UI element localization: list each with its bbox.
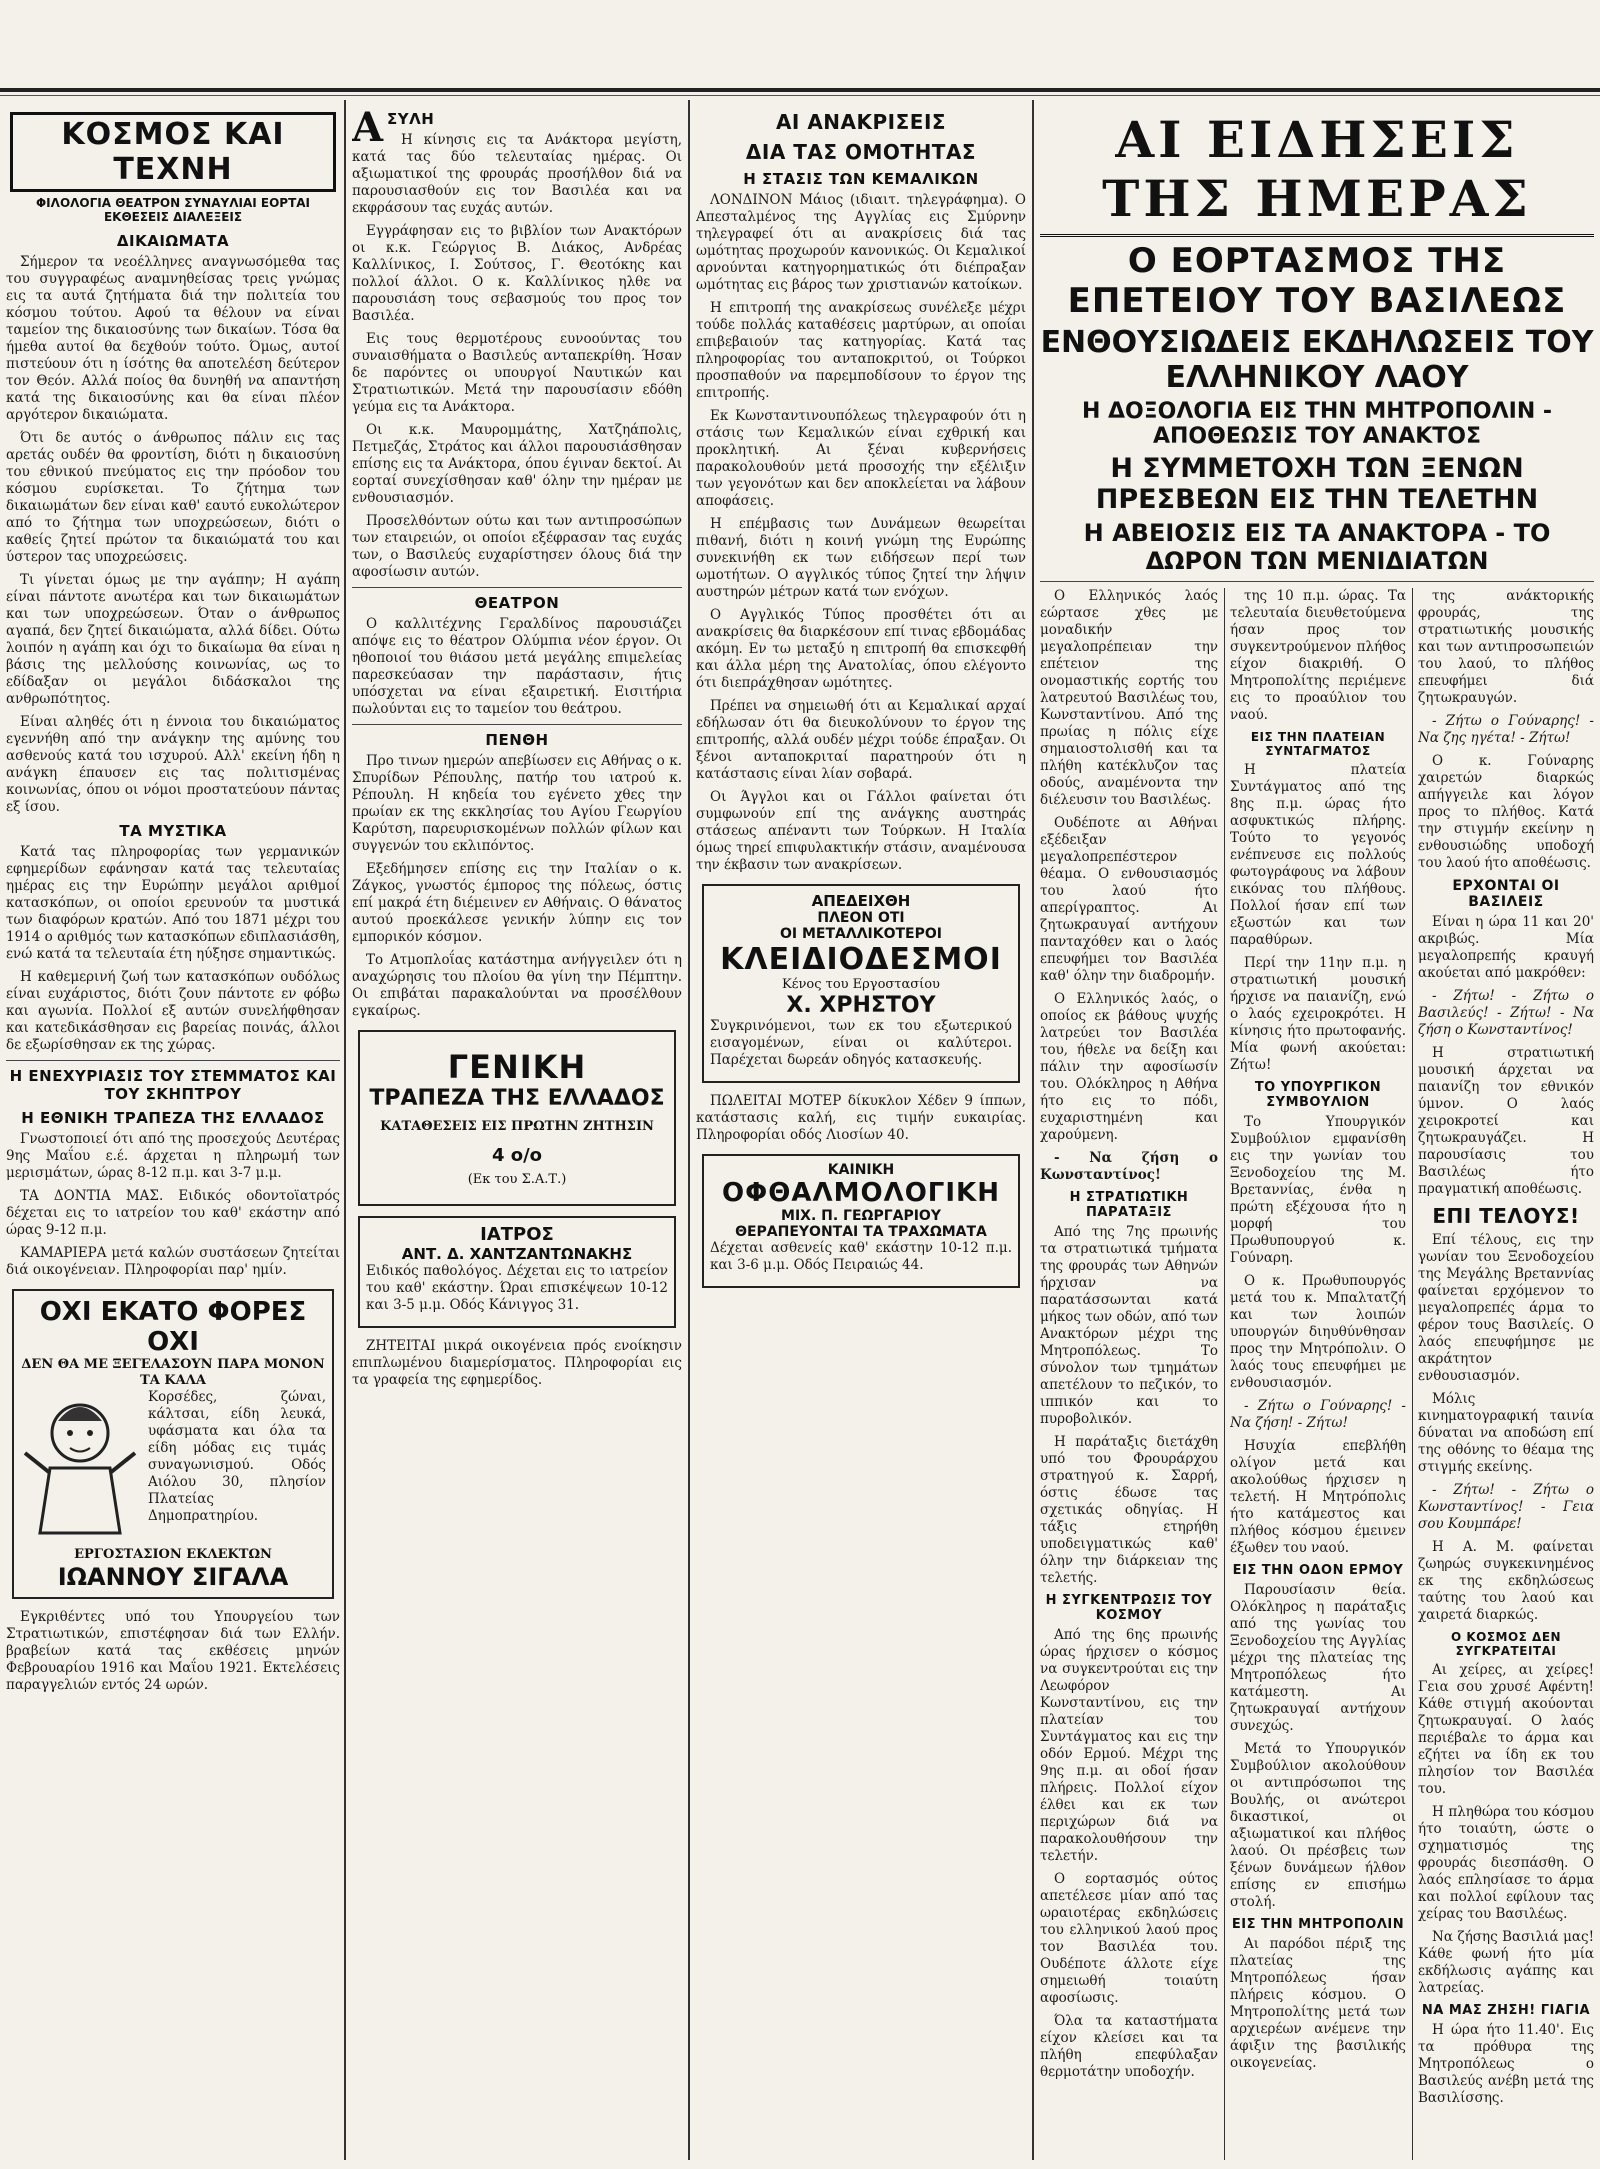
article-subheading: Η ΣΤΑΣΙΣ ΤΩΝ ΚΕΜΑΛΙΚΩΝ — [743, 170, 979, 188]
article-paragraph: Εις τους θερμοτέρους ευνοούντας του συναισθήματα ο Βασιλεύς ανταπεκρίθη. Ήσαν δε παρόντες οι υπουργοί Ναυτικών και Στρατιωτικών. Μετά την παρουσίασιν εδόθη γεύμα εις τα Ανάκτορα. — [352, 331, 682, 415]
article-paragraph: Προσελθόντων ούτω και των αντιπροσώπων των εταιρειών, οι οποίοι εξέφρασαν τας ευχάς των, ο Βασιλεύς ευχαρίστησεν όλους διά την αφοσίωσιν αυτών. — [352, 513, 682, 580]
article-paragraph: ΛΟΝΔΙΝΟΝ Μάιος (ιδιαιτ. τηλεγράφημα). Ο Απεσταλμένος της Αγγλίας εις Σμύρνην τηλεγραφεί ότι αι ανακρίσεις διά τας ωμότητας προχωρούν κανονικώς. Οι Κεμαλικοί αρνούνται κατηγορηματικώς ότι διέπραξαν ωμότητας εις βάρος των χριστιανών κατοίκων. — [696, 192, 1026, 293]
column-divider — [1032, 100, 1034, 2160]
advertisement-sigala — [12, 1289, 334, 1599]
article-paragraph: Πρέπει να σημειωθή ότι αι Κεμαλικαί αρχαί εδήλωσαν ότι θα διευκολύνουν το έργον της επιτροπής, αλλά ουδέν μέχρι τούδε έπραξαν. Οι ξένοι ανταποκριταί παρατηρούν ότι η κατάστασις είναι λίαν σοβαρά. — [696, 698, 1026, 782]
ad-line: Κένος του Εργοστασίου — [782, 977, 940, 992]
article-paragraph: Σήμερον τα νεοέλληνες αναγνωσόμεθα τας του συγγραφέως αναμνηθείσας τρεις γνώμας εις τα αυτά ζητήματα διά την πολιτεία του κόσμου τούτου. Αφού τα θέλουν να είναι ταμείον της δικαιοσύνης των δικαίων. Τόσα θα ήμεθα αυτοί θα δεχθούν τούτο. Όμως, αυτοί πιστεύουν ότι η ίσότης θα αποτελέση δεύτερον τον Θεόν. Αλλά ποίος θα δυνηθή να απαντήση κατά της δικαιοσύνης και θα είναι πλέον αργότερον δικαιώματα. — [6, 254, 340, 423]
ad-name: Χ. ΧΡΗΣΤΟΥ — [786, 993, 936, 1018]
article-paragraph: της ανάκτορικής φρουράς, της στρατιωτικής μουσικής και των αντιπροσωπειών του λαού, το πλήθος επευφήμει διά ζητωκραυγών. — [1418, 588, 1594, 706]
article-paragraph: Η πληθώρα του κόσμου ήτο τοιαύτη, ώστε ο σχηματισμός της φρουράς διεσπάσθη. Ο λαός επλησίασε το άρμα και πολλοί εφίλουν τας χείρας του Βασιλέως. — [1418, 1804, 1594, 1922]
article-paragraph: Η ώρα ήτο 11.40'. Εις τα πρόθυρα της Μητροπόλεως ο Βασιλεύς ανέβη μετά της Βασιλίσσης. — [1418, 2022, 1594, 2106]
article-heading: ΕΠΙ ΤΕΛΟΥΣ! — [1432, 1204, 1580, 1228]
article-heading: Η ΕΝΕΧΥΡΙΑΣΙΣ ΤΟΥ ΣΤΕΜΜΑΤΟΣ ΚΑΙ ΤΟΥ ΣΚΗΠΤΡΟΥ — [9, 1067, 337, 1103]
advertisement-bank — [358, 1030, 676, 1206]
headline-5: Η ΑΒΕΙΟΣΙΣ ΕΙΣ ΤΑ ΑΝΑΚΤΟΡΑ - ΤΟ ΔΩΡΟΝ ΤΩΝ ΜΕΝΙΔΙΑΤΩΝ — [1083, 519, 1551, 575]
article-heading: ΤΟ ΥΠΟΥΡΓΙΚΟΝ ΣΥΜΒΟΥΛΙΟΝ — [1254, 1080, 1382, 1110]
ad-rate: 4 ο/ο — [491, 1145, 543, 1166]
article-paragraph: ΠΩΛΕΙΤΑΙ ΜΟΤΕΡ δίκυκλον Χέδεν 9 ίππων, κατάστασις καλή, εις τιμήν ευκαιρίας. Πληροφορίαι οδός Λιοσίων 40. — [696, 1093, 1026, 1143]
ad-line: ΘΕΡΑΠΕΥΟΝΤΑΙ ΤΑ ΤΡΑΧΩΜΑΤΑ — [735, 1224, 987, 1240]
column-5 — [1230, 588, 1406, 2160]
ad-line: ΚΑΙΝΙΚΗ — [827, 1162, 895, 1178]
article-paragraph: Η στρατιωτική μουσική άρχεται να παιανίζη τον εθνικόν ύμνον. Ο λαός χειροκροτεί και ζητωκραυγάζει. Η παρουσίασις του Βασιλέως ήτο πραγματική αποθέωσις. — [1418, 1045, 1594, 1197]
ad-title: ΟΦΘΑΛΜΟΛΟΓΙΚΗ — [722, 1178, 1000, 1208]
column-2 — [352, 100, 682, 2160]
headline-4: Η ΣΥΜΜΕΤΟΧΗ ΤΩΝ ΞΕΝΩΝ ΠΡΕΣΒΕΩΝ ΕΙΣ ΤΗΝ ΤΕΛΕΤΗΝ — [1095, 453, 1539, 515]
ad-subtitle: ΤΡΑΠΕΖΑ ΤΗΣ ΕΛΛΑΔΟΣ — [369, 1086, 665, 1111]
section-title: ΚΟΣΜΟΣ ΚΑΙ ΤΕΧΝΗ — [10, 112, 336, 192]
article-heading: ΕΙΣ ΤΗΝ ΜΗΤΡΟΠΟΛΙΝ — [1231, 1917, 1405, 1932]
top-rule-thin — [0, 95, 1600, 96]
ad-title: ΙΑΤΡΟΣ — [480, 1224, 554, 1245]
ad-text: ΚΑΤΑΘΕΣΕΙΣ ΕΙΣ ΠΡΩΤΗΝ ΖΗΤΗΣΙΝ — [380, 1119, 654, 1134]
headline-2: ΕΝΘΟΥΣΙΩΔΕΙΣ ΕΚΔΗΛΩΣΕΙΣ ΤΟΥ ΕΛΛΗΝΙΚΟΥ ΛΑΟΥ — [1040, 325, 1594, 395]
article-paragraph: Η επιτροπή της ανακρίσεως συνέλεξε μέχρι τούδε πολλάς καταθέσεις μαρτύρων, αι οποίαι επιβεβαιούν τας κατηγορίας. Κατά τας πληροφορίας του ανταποκριτού, οι Τούρκοι προσπαθούν να παρεμποδίσουν το έργον της επιτροπής. — [696, 300, 1026, 401]
article-paragraph: Ο καλλιτέχνης Γεραλδίνος παρουσιάζει απόψε εις το θέατρον Ολύμπια νέον έργον. Οι ηθοποιοί του θιάσου μετά μεγάλης επιμελείας παρεσκεύασαν την παράστασιν, ήτις υπόσχεται να είναι εξαιρετική. Εισιτήρια πωλούνται εις το ταμείον του θεάτρου. — [352, 616, 682, 717]
main-columns — [1040, 588, 1594, 2160]
article-heading: ΣΥΛΗ — [387, 110, 435, 128]
article-paragraph: ΖΗΤΕΙΤΑΙ μικρά οικογένεια πρός ενοίκησιν επιπλωμένου διαμερίσματος. Πληροφορίαι εις τα γραφεία της εφημερίδος. — [352, 1338, 682, 1388]
ad-title: ΚΛΕΙΔΙΟΔΕΣΜΟΙ — [720, 942, 1002, 977]
column-divider — [344, 100, 346, 2160]
article-heading: ΕΙΣ ΤΗΝ ΟΔΟΝ ΕΡΜΟΥ — [1232, 1563, 1404, 1578]
ad-subtitle: ΔΕΝ ΘΑ ΜΕ ΞΕΓΕΛΑΣΟΥΝ ΠΑΡΑ ΜΟΝΟΝ ΤΑ ΚΑΛΑ — [21, 1357, 325, 1388]
ad-text: Συγκρινόμενοι, των εκ του εξωτερικού εισαγομένων, είναι οι καλύτεροι. Παρέχεται δωρεάν οδηγός κατασκευής. — [710, 1018, 1012, 1068]
column-divider — [1224, 588, 1225, 2160]
article-paragraph: Ο κ. Γούναρης χαιρετών διαρκώς απήγγειλε και λόγον προς το πλήθος. Κατά την στιγμήν εκείνην η ενθουσιώδης υποδοχή του λαού ήτο αποθέωσις. — [1418, 753, 1594, 871]
article-paragraph: Αι παρόδοι πέριξ της πλατείας της Μητροπόλεως ήσαν πλήρεις κόσμου. Ο Μητροπολίτης μετά των αρχιερέων ανέμενε την άφιξιν της βασιλικής οικογενείας. — [1230, 1936, 1406, 2071]
divider — [6, 1060, 340, 1061]
article-paragraph: Ο Ελληνικός λαός εώρτασε χθες με μοναδικήν μεγαλοπρέπειαν την επέτειον της ονομαστικής εορτής του λατρευτού Βασιλέως του, Κωνσταντίνου. Από της πρωίας η πόλις είχε σημαιοστολισθή και τα πλήθη κατέκλυζον τας οδούς, αναμένοντα την διέλευσιν του Βασιλέως. — [1040, 588, 1218, 808]
article-paragraph: Μετά το Υπουργικόν Συμβούλιον ακολούθουν οι αντιπρόσωποι της Βουλής, οι ανώτεροι δικαστικοί, οι αξιωματικοί και πλήθος λαού. Οι πρέσβεις των ξένων δυνάμεων ήλθον επίσης εν επισήμω στολή. — [1230, 1741, 1406, 1910]
article-paragraph: Ησυχία επεβλήθη ολίγον μετά και ακολούθως ήρχισεν η τελετή. Η Μητρόπολις ήτο κατάμεστος και πλήθος κόσμου έμεινεν έξωθεν του ναού. — [1230, 1438, 1406, 1556]
column-divider — [688, 100, 690, 2160]
ad-title: ΓΕΝΙΚΗ — [447, 1048, 587, 1086]
article-paragraph: Είναι η ώρα 11 και 20' ακριβώς. Μία μεγαλοπρεπής κραυγή ακούεται από μακρόθεν: — [1418, 914, 1594, 981]
article-paragraph: Εγγράφησαν εις το βιβλίον των Ανακτόρων οι κ.κ. Γεώργιος Β. Διάκος, Ανδρέας Καλλίνικος, Ι. Σούτσος, Γ. Θεοτόκης και πολλοί άλλοι. Ο κ. Καλλίνικος ηλθε να παρουσιάση τους σεβασμούς του προς τον Βασιλέα. — [352, 223, 682, 324]
article-heading: Η ΣΥΓΚΕΝΤΡΩΣΙΣ ΤΟΥ ΚΟΣΜΟΥ — [1045, 1593, 1213, 1623]
article-paragraph: Η καθεμερινή ζωή των κατασκόπων ουδόλως είναι ευχάριστος, διότι ζουν πάντοτε εν φόβω και αγωνία. Πολλοί εξ αυτών συνελήφθησαν και κατεδικάσθησαν εις βαρείας ποινάς, άλλοι δε εξωρίσθησαν εκ της χώρας. — [6, 969, 340, 1053]
main-banner: ΑΙ ΕΙΔΗΣΕΙΣ ΤΗΣ ΗΜΕΡΑΣ — [1040, 110, 1594, 237]
article-paragraph: Ότι δε αυτός ο άνθρωπος πάλιν εις τας αρετάς ουδέν θα φροντίση, διότι η δικαιοσύνη του εθνικού πνεύματος εις την πρόοδον του κόσμου ευρίσκεται. Το ζήτημα των δικαιωμάτων δεν είναι καθ' εαυτό ευκολώτερον από το ζήτημα των υποχρεώσεων, διότι ο καθείς ζητεί πρώτον τα δικαιώματά του και ύστερον τας υποχρεώσεις. — [6, 430, 340, 565]
article-paragraph: Γνωστοποιεί ότι από της προσεχούς Δευτέρας 9ης Μαΐου ε.έ. άρχεται η πληρωμή των μερισμάτων, ώρας 8-12 π.μ. και 3-7 μ.μ. — [6, 1131, 340, 1181]
divider — [1040, 581, 1594, 582]
article-paragraph: Προ τινων ημερών απεβίωσεν εις Αθήνας ο κ. Σπυρίδων Ρέπουλης, πατήρ του ιατρού κ. Ρέπουλη. Η κηδεία του εγένετο χθες την πρωίαν εκ της εκκλησίας του Αγίου Γεωργίου Καρύτση, παρευρισκομένων πολλών φίλων και συγγενών του εκλιπόντος. — [352, 753, 682, 854]
top-rule — [0, 88, 1600, 92]
article-paragraph: Η κίνησις εις τα Ανάκτορα μεγίστη, κατά τας δύο τελευταίας ημέρας. Οι αξιωματικοί της φρουράς προσήλθον διά να παρουσιασθούν εις τον Βασιλέα και να εκφράσουν τας ευχάς αυτών. — [352, 132, 682, 216]
article-quote: - Ζήτω ο Γούναρης! - Να ζήση! - Ζήτω! — [1230, 1398, 1406, 1431]
article-paragraph: Οι κ.κ. Μαυρομμάτης, Χατζηάπολις, Πετμεζάς, Στράτος και άλλοι παρουσιάσθησαν επίσης εις τα Ανάκτορα, όπου έγιναν δεκτοί. Αι εορταί συνεχίσθησαν καθ' όλην την ημέραν με ενθουσιασμόν. — [352, 422, 682, 506]
column-6 — [1418, 588, 1594, 2160]
ad-line: ΟΙ ΜΕΤΑΛΛΙΚΟΤΕΡΟΙ — [780, 926, 942, 942]
ad-line: ΑΠΕΔΕΙΧΘΗ — [811, 892, 911, 910]
divider — [352, 724, 682, 725]
headline-1: Ο ΕΟΡΤΑΣΜΟΣ ΤΗΣ ΕΠΕΤΕΙΟΥ ΤΟΥ ΒΑΣΙΛΕΩΣ — [1067, 241, 1567, 321]
article-paragraph: Επί τέλους, εις την γωνίαν του Ξενοδοχείου της Μεγάλης Βρεταννίας φαίνεται ερχόμενον το μεγαλοπρεπές άρμα το φέρον τους Βασιλείς. Ο λαός επευφήμησε με ακράτητον ενθουσιασμόν. — [1418, 1232, 1594, 1384]
column-divider — [1412, 588, 1413, 2160]
section-subtitle: ΦΙΛΟΛΟΓΙΑ ΘΕΑΤΡΟΝ ΣΥΝΑΥΛΙΑΙ ΕΟΡΤΑΙ ΕΚΘΕΣΕΙΣ ΔΙΑΛΕΞΕΙΣ — [35, 196, 311, 224]
boy-illustration-icon — [20, 1393, 140, 1543]
article-heading: ΠΕΝΘΗ — [485, 731, 549, 749]
article-paragraph: Η παράταξις διετάχθη υπό του Φρουράρχου στρατηγού κ. Σαρρή, όστις έδωσε τας σχετικάς οδηγίας. Η τάξις ετηρήθη υποδειγματικώς καθ' όλην την διάρκειαν της τελετής. — [1040, 1434, 1218, 1586]
article-quote: - Ζήτω ο Γούναρης! - Να ζης ηγέτα! - Ζήτω! — [1418, 713, 1594, 746]
article-heading: ΝΑ ΜΑΣ ΖΗΣΗ! ΓΙΑΓΙΑ — [1421, 2003, 1591, 2018]
article-paragraph: Ο εορτασμός ούτος απετέλεσε μίαν από τας ωραιοτέρας εκδηλώσεις του ελληνικού λαού προς τον Βασιλέα του. Ουδέποτε άλλοτε είχε σημειωθή τοιαύτη αφοσίωσις. — [1040, 1871, 1218, 2006]
article-paragraph: Εξεδήμησεν επίσης εις την Ιταλίαν ο κ. Ζάγκος, γνωστός έμπορος της πόλεως, όστις επί μακρά έτη διέμεινεν εν Αθήναις. Ο θάνατος αυτού προεκάλεσε γενικήν λύπην εις τον εμπορικόν κόσμον. — [352, 861, 682, 945]
article-paragraph: Είναι αληθές ότι η έννοια του δικαιώματος εγεννήθη από την ανάγκην της αμύνης του ασθενούς κατά του ισχυρού. Αλλ' εκείνη ήδη η ανάγκη έπαυσεν εις τας πολιτισμένας κοινωνίας, όπου οι νόμοι προστατεύουν πάντας εξ ίσου. — [6, 714, 340, 815]
article-quote: - Ζήτω! - Ζήτω ο Κωνσταντίνος! - Γεια σου Κουμπάρε! — [1418, 1482, 1594, 1532]
article-paragraph: Η Α. Μ. φαίνεται ζωηρώς συγκεκινημένος εκ της εκδηλώσεως ταύτης του λαού και χαιρετά διαρκώς. — [1418, 1539, 1594, 1623]
article-paragraph: Κατά τας πληροφορίας των γερμανικών εφημερίδων εφάνησαν κατά τας τελευταίας ημέρας εις την Ευρώπην μεγάλοι αριθμοί κατασκόπων, οι οποίοι ερευνούν τα μυστικά των διαφόρων κρατών. Από του 1871 μέχρι του 1914 ο αριθμός των κατασκόπων εδιπλασιάσθη, ενώ κατά τα τελευταία έτη ηύξησε σημαντικώς. — [6, 844, 340, 962]
column-4 — [1040, 588, 1218, 2160]
article-paragraph: Παρουσίασιν θεία. Ολόκληρος η παράταξις από της γωνίας του Ξενοδοχείου της Αγγλίας μέχρι της πλατείας της Μητροπόλεως ήτο κατάμεστη. Αι ζητωκραυγαί αντήχουν συνεχώς. — [1230, 1582, 1406, 1734]
divider — [352, 587, 682, 588]
article-heading: ΔΙΑ ΤΑΣ ΟΜΟΤΗΤΑΣ — [745, 140, 977, 164]
article-paragraph: ΚΑΜΑΡΙΕΡΑ μετά καλών συστάσεων ζητείται διά οικογένειαν. Πληροφορίαι παρ' ημίν. — [6, 1245, 340, 1278]
article-heading: ΕΙΣ ΤΗΝ ΠΛΑΤΕΙΑΝ ΣΥΝΤΑΓΜΑΤΟΣ — [1250, 730, 1386, 758]
article-paragraph: Εκ Κωνσταντινουπόλεως τηλεγραφούν ότι η στάσις των Κεμαλικών είναι εχθρική και προκλητική. Αι ξέναι κυβερνήσεις παρακολουθούν μετά προσοχής την εξέλιξιν των γεγονότων και δεν αποκλείεται να λάβουν αποφάσεις. — [696, 408, 1026, 509]
ad-text: Κορσέδες, ζώναι, κάλτσαι, είδη λευκά, υφάσματα και όλα τα είδη μόδας εις τιμάς συναγωνισμού. Οδός Αιόλου 30, πλησίον Πλατείας Δημοπρατηρίου. — [148, 1389, 326, 1524]
article-heading: ΤΑ ΜΥΣΤΙΚΑ — [119, 822, 227, 840]
article-paragraph: Να ζήσης Βασιλιά μας! Κάθε φωνή ήτο μία εκδήλωσις αγάπης και λατρείας. — [1418, 1929, 1594, 1996]
article-paragraph: Ο κ. Πρωθυπουργός μετά του κ. Μπαλτατζή και των λοιπών υπουργών διηυθύνθησαν προς την Μητρόπολιν. Ο λαός τους επευφήμει με ενθουσιασμόν. — [1230, 1273, 1406, 1391]
article-paragraph: Τι γίνεται όμως με την αγάπην; Η αγάπη είναι πάντοτε ανωτέρα και των δικαιωμάτων και των υποχρεώσεων. Όταν ο άνθρωπος αγαπά, δεν ζητεί δικαιώματα, αλλά δίδει. Ούτω λοιπόν η αγάπη και όχι το δικαίωμα θα είναι η βάσις της μελλούσης κοινωνίας, ως το εδίδαξαν οι μεγάλοι διδάσκαλοι της ανθρωπότητος. — [6, 572, 340, 707]
article-heading: ΔΙΚΑΙΩΜΑΤΑ — [116, 232, 230, 250]
article-paragraph: Όλα τα καταστήματα είχον κλείσει και τα πλήθη επεφύλαξαν θερμοτάτην υποδοχήν. — [1040, 2013, 1218, 2080]
article-paragraph: Αι χείρες, αι χείρες! Γεια σου χρυσέ Αφέντη! Κάθε στιγμή ακούονται ζητωκραυγαί. Ο λαός περιέβαλε το άρμα και εζήτει να ίδη εκ του πλησίον τον Βασιλέα του. — [1418, 1662, 1594, 1797]
advertisement-doctor — [358, 1216, 676, 1328]
ad-name: ΜΙΧ. Π. ΓΕΩΡΓΑΡΙΟΥ — [781, 1208, 941, 1224]
article-paragraph: Η πλατεία Συντάγματος από της 8ης π.μ. ώρας ήτο ασφυκτικώς πλήρης. Τούτο το γεγονός ενέπνευσε εις πολλούς φωτογράφους να λάβουν εικόνας του πλήθους. Πολλοί ήσαν επί των εξωστών και των παραθύρων. — [1230, 762, 1406, 948]
ad-text: Δέχεται ασθενείς καθ' εκάστην 10-12 π.μ. και 3-6 μ.μ. Οδός Πειραιώς 44. — [710, 1240, 1012, 1273]
ad-line: ΠΛΕΟΝ ΟΤΙ — [817, 910, 905, 926]
advertisement-keyrings — [702, 884, 1020, 1083]
article-paragraph: Περί την 11ην π.μ. η στρατιωτική μουσική ήρχισε να παιανίζη, ενώ ο λαός εχειροκρότει. Η κίνησις ήτο πρωτοφανής. Μία φωνή ακούεται: Ζήτω! — [1230, 955, 1406, 1073]
article-heading: Ο ΚΟΣΜΟΣ ΔΕΝ ΣΥΓΚΡΑΤΕΙΤΑΙ — [1450, 1630, 1562, 1658]
column-3 — [696, 100, 1026, 2160]
ad-text: Ειδικός παθολόγος. Δέχεται εις το ιατρείον του καθ' εκάστην. Ώραι επισκέψεων 10-12 και 3-5 μ.μ. Οδός Κάνιγγος 31. — [366, 1263, 668, 1313]
article-paragraph: Από της 7ης πρωινής τα στρατιωτικά τμήματα της φρουράς των Αθηνών ήρχισαν να παρατάσσωνται κατά μήκος των οδών, από των Ανακτόρων μέχρι της Μητροπόλεως. Το σύνολον των τμημάτων απετέλουν το πεζικόν, το ιππικόν και το πυροβολικόν. — [1040, 1224, 1218, 1427]
drop-cap: Α — [352, 104, 384, 151]
article-paragraph: Από της 6ης πρωινής ώρας ήρχισεν ο κόσμος να συγκεντρούται εις την Λεωφόρον Κωνσταντίνου, εις την πλατείαν του Συντάγματος και εις την οδόν Ερμού. Μέχρι της 9ης π.μ. αι οδοί ήσαν πλήρεις. Πολλοί είχον έλθει και εκ των περιχώρων διά να παρακολουθήσουν την τελετήν. — [1040, 1627, 1218, 1864]
article-paragraph: ΤΑ ΔΟΝΤΙΑ ΜΑΣ. Ειδικός οδοντοϊατρός δέχεται εις το ιατρείον του καθ' εκάστην από ώρας 9-12 π.μ. — [6, 1188, 340, 1238]
article-heading: Η ΕΘΝΙΚΗ ΤΡΑΠΕΖΑ ΤΗΣ ΕΛΛΑΔΟΣ — [21, 1109, 325, 1127]
article-heading: Η ΣΤΡΑΤΙΩΤΙΚΗ ΠΑΡΑΤΑΞΙΣ — [1069, 1190, 1189, 1220]
ad-title: ΟΧΙ ΕΚΑΤΟ ΦΟΡΕΣ ΟΧΙ — [39, 1297, 307, 1357]
article-paragraph: Το Υπουργικόν Συμβούλιον εμφανίσθη εις την γωνίαν του Ξενοδοχείου της Μ. Βρεταννίας, ένθα η πρώτη εξέχουσα ήτο η μορφή του Πρωθυπουργού κ. Γούναρη. — [1230, 1114, 1406, 1266]
ad-shop: ΕΡΓΟΣΤΑΣΙΟΝ ΕΚΛΕΚΤΩΝ — [74, 1547, 272, 1562]
article-paragraph: Ο Ελληνικός λαός, ο οποίος εκ βάθους ψυχής λατρεύει τον Βασιλέα του, ήθελε να δείξη και πάλιν την αφοσίωσίν του. Ολόκληρος η Αθήνα ήτο εις το πόδι, ευχαριστημένη και χαρούμενη. — [1040, 991, 1218, 1143]
article-heading: ΘΕΑΤΡΟΝ — [474, 594, 560, 612]
article-paragraph: Ουδέποτε αι Αθήναι εξέδειξαν μεγαλοπρεπέστερον θέαμα. Ο ενθουσιασμός του λαού ήτο απερίγραπτος. Αι ζητωκραυγαί αντήχουν πανταχόθεν και ο λαός επευφήμει τον Βασιλέα καθ' όλην την διαδρομήν. — [1040, 815, 1218, 984]
main-news — [1040, 100, 1594, 2160]
article-paragraph: Μόλις κινηματογραφική ταινία δύναται να αποδώση επί της οθόνης το θέαμα της στιγμής εκείνης. — [1418, 1391, 1594, 1475]
ad-name: ΑΝΤ. Δ. ΧΑΝΤΖΑΝΤΩΝΑΚΗΣ — [401, 1245, 633, 1263]
article-paragraph: της 10 π.μ. ώρας. Τα τελευταία διευθετούμενα ήσαν προς τον συγκεντρούμενον πλήθος είχον διακριθή. Ο Μητροπολίτης περιέμενε εις το προαύλιον του ναού. — [1230, 588, 1406, 723]
ad-note: (Εκ του Σ.Α.Τ.) — [467, 1172, 567, 1187]
article-heading: ΕΡΧΟΝΤΑΙ ΟΙ ΒΑΣΙΛΕΙΣ — [1452, 878, 1560, 910]
headline-3: Η ΔΟΞΟΛΟΓΙΑ ΕΙΣ ΤΗΝ ΜΗΤΡΟΠΟΛΙΝ - ΑΠΟΘΕΩΣΙΣ ΤΟΥ ΑΝΑΚΤΟΣ — [1081, 399, 1553, 449]
article-paragraph: Ο Αγγλικός Τύπος προσθέτει ότι αι ανακρίσεις θα διαρκέσουν επί τινας εβδομάδας ακόμη. Εν τω μεταξύ η επιτροπή θα επισκεφθή και άλλα μέρη της Ανατολίας, όπου ελέγοντο ότι διεπράχθησαν ωμότητες. — [696, 607, 1026, 691]
column-1 — [6, 100, 340, 2160]
article-quote: - Ζήτω! - Ζήτω ο Βασιλεύς! - Ζήτω! - Να ζήση ο Κωνσταντίνος! — [1418, 988, 1594, 1038]
article-heading: ΑΙ ΑΝΑΚΡΙΣΕΙΣ — [775, 110, 947, 134]
ad-name: ΙΩΑΝΝΟΥ ΣΙΓΑΛΑ — [57, 1563, 289, 1591]
article-paragraph: Οι Άγγλοι και οι Γάλλοι φαίνεται ότι συμφωνούν επί της ανάγκης αυστηράς στάσεως απέναντι των Τούρκων. Η Ιταλία όμως τηρεί επιφυλακτικήν στάσιν, αναμένουσα την έκβασιν των ανακρίσεων. — [696, 789, 1026, 873]
article-paragraph: Το Ατμοπλοΐας κατάστημα ανήγγειλεν ότι η αναχώρησις του πλοίου θα γίνη την Πέμπτην. Οι επιβάται παρακαλούνται να προσέλθουν εγκαίρως. — [352, 952, 682, 1019]
advertisement-clinic — [702, 1154, 1020, 1288]
article-quote: - Να ζήση ο Κωνσταντίνος! — [1040, 1150, 1218, 1183]
article-paragraph: Η επέμβασις των Δυνάμεων θεωρείται πιθανή, διότι η κοινή γνώμη της Ευρώπης συνεκινήθη εκ των ειδήσεων περί των ωμοτήτων. Ο αγγλικός τύπος ζητεί την λήψιν αυστηρών μέτρων κατά των ενόχων. — [696, 516, 1026, 600]
article-paragraph: Εγκριθέντες υπό του Υπουργείου των Στρατιωτικών, επιστέφησαν διά των Ελλήν. βραβείων κατά τας εκθέσεις μηνών Φεβρουαρίου 1916 και Μαΐου 1921. Εκτελέσεις παραγγελιών εντός 24 ωρών. — [6, 1609, 340, 1693]
